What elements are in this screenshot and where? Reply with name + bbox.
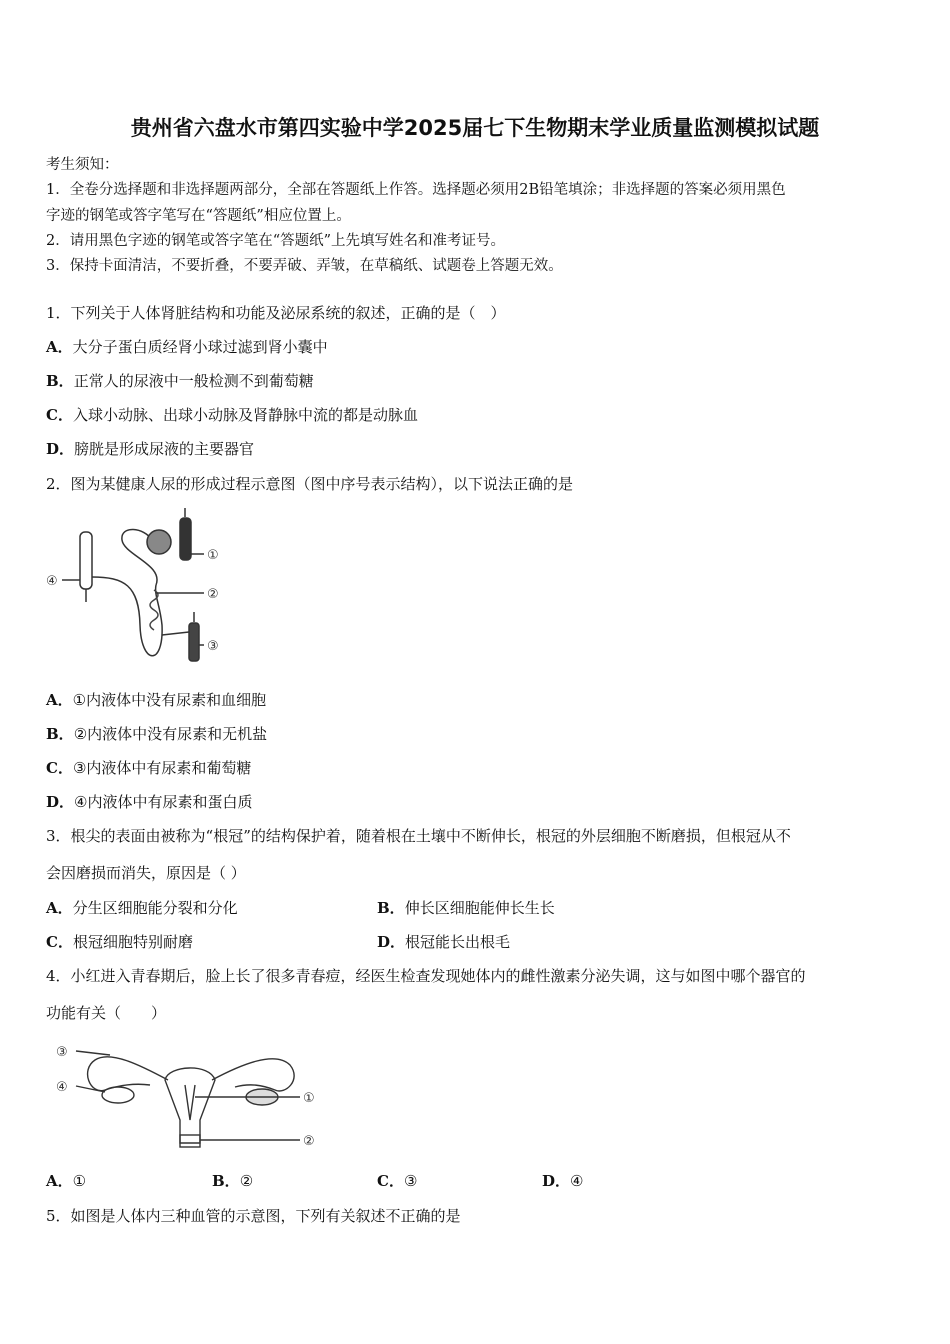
option-label: D． — [542, 1172, 571, 1190]
question-3-option-a — [46, 897, 238, 918]
notice-line: 字迹的钢笔或答字笔写在“答题纸”相应位置上。 — [46, 208, 351, 224]
option-label: C． — [46, 933, 73, 951]
question-1-option-d — [46, 438, 254, 459]
option-text: 大分子蛋白质经肾小球过滤到肾小囊中 — [72, 338, 328, 356]
label-3: ③ — [56, 1045, 68, 1060]
label-1: ① — [303, 1091, 315, 1106]
question-2-option-d — [46, 791, 252, 812]
option-label: D． — [377, 933, 406, 951]
label-2: ② — [207, 587, 219, 602]
option-text: 膀胱是形成尿液的主要器官 — [74, 440, 255, 458]
option-text: ①内液体中没有尿素和血细胞 — [72, 691, 267, 709]
option-label: A． — [46, 1172, 73, 1190]
option-text: 入球小动脉、出球小动脉及肾静脉中流的都是动脉血 — [72, 406, 418, 424]
female-reproductive-diagram — [50, 1035, 330, 1155]
question-1-option-b — [46, 370, 314, 391]
option-label: B． — [377, 899, 405, 917]
question-1-stem: 1．下列关于人体肾脏结构和功能及泌尿系统的叙述，正确的是（ ） — [46, 304, 506, 322]
notice-heading: 考生须知： — [46, 157, 119, 173]
exam-title: 贵州省六盘水市第四实验中学2025届七下生物期末学业质量监测模拟试题 — [130, 116, 820, 140]
option-label: D． — [46, 793, 75, 811]
question-3-stem-cont: 会因磨损而消失，原因是（ ） — [46, 864, 246, 882]
question-3-option-b — [377, 897, 555, 918]
option-text: ① — [72, 1172, 87, 1190]
question-4-stem: 4．小红进入青春期后，脸上长了很多青春痘，经医生检查发现她体内的雌性激素分泌失调，这与如图中哪个器官的 — [46, 967, 806, 985]
option-label: A． — [46, 338, 73, 356]
option-label: B． — [46, 372, 74, 390]
option-text: ③ — [403, 1172, 418, 1190]
label-3: ③ — [207, 639, 219, 654]
notice-line: 3．保持卡面清洁，不要折叠，不要弄破、弄皱，在草稿纸、试题卷上答题无效。 — [46, 258, 563, 274]
notice-line: 1．全卷分选择题和非选择题两部分，全部在答题纸上作答。选择题必须用2B铅笔填涂；非选择题的答案必须用黑色 — [46, 182, 786, 198]
question-2-option-b — [46, 723, 267, 744]
option-text: 根冠细胞特别耐磨 — [72, 933, 193, 951]
question-4-option-d — [542, 1170, 583, 1191]
question-2-stem: 2．图为某健康人尿的形成过程示意图（图中序号表示结构），以下说法正确的是 — [46, 475, 574, 493]
question-3-stem: 3．根尖的表面由被称为“根冠”的结构保护着，随着根在土壤中不断伸长，根冠的外层细胞不断磨损，但根冠从不 — [46, 827, 791, 845]
label-1: ① — [207, 548, 219, 563]
option-label: D． — [46, 440, 75, 458]
label-4: ④ — [56, 1080, 68, 1095]
question-4-option-b — [212, 1170, 253, 1191]
option-text: 分生区细胞能分裂和分化 — [72, 899, 238, 917]
option-label: A． — [46, 691, 73, 709]
notice-line: 2．请用黑色字迹的钢笔或答字笔在“答题纸”上先填写姓名和准考证号。 — [46, 233, 506, 249]
option-text: 正常人的尿液中一般检测不到葡萄糖 — [73, 372, 314, 390]
option-text: ④ — [570, 1172, 584, 1190]
option-label: C． — [377, 1172, 404, 1190]
option-label: B． — [212, 1172, 240, 1190]
question-1-option-c — [46, 404, 418, 425]
option-text: 伸长区细胞能伸长生长 — [404, 899, 555, 917]
question-2-option-c — [46, 757, 251, 778]
question-4-option-c — [377, 1170, 417, 1191]
question-2-option-a — [46, 689, 266, 710]
question-3-option-d — [377, 931, 510, 952]
option-text: ④内液体中有尿素和蛋白质 — [74, 793, 253, 811]
label-4: ④ — [46, 574, 58, 589]
option-text: ② — [239, 1172, 254, 1190]
option-text: 根冠能长出根毛 — [405, 933, 511, 951]
option-text: ②内液体中没有尿素和无机盐 — [73, 725, 268, 743]
question-5-stem: 5．如图是人体内三种血管的示意图，下列有关叙述不正确的是 — [46, 1207, 461, 1225]
option-label: C． — [46, 759, 73, 777]
option-text: ③内液体中有尿素和葡萄糖 — [72, 759, 252, 777]
question-3-option-c — [46, 931, 193, 952]
label-2: ② — [303, 1134, 315, 1149]
option-label: C． — [46, 406, 73, 424]
question-4-option-a — [46, 1170, 86, 1191]
option-label: B． — [46, 725, 74, 743]
question-1-option-a — [46, 336, 328, 357]
question-4-stem-cont: 功能有关（ ） — [46, 1004, 167, 1022]
nephron-diagram — [44, 505, 244, 670]
option-label: A． — [46, 899, 73, 917]
